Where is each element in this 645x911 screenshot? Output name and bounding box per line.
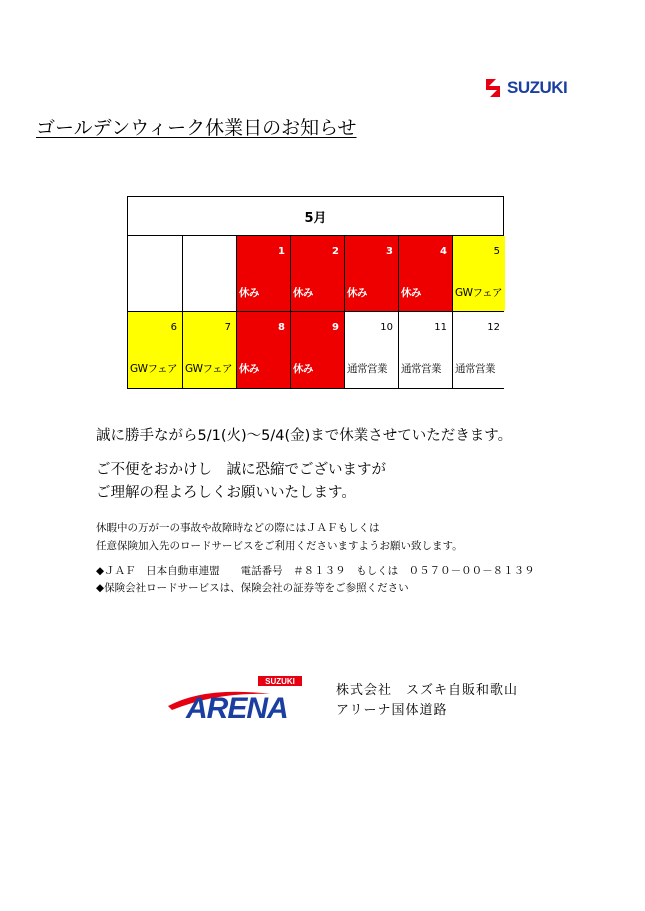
suzuki-wordmark: SUZUKI bbox=[507, 78, 568, 97]
day-number: 4 bbox=[440, 246, 447, 257]
calendar-day-cell bbox=[344, 236, 398, 311]
day-number: 10 bbox=[380, 322, 393, 333]
apology-line: ご理解の程よろしくお願いいたします。 bbox=[96, 485, 356, 501]
calendar-week-row bbox=[128, 311, 503, 388]
calendar-day-cell bbox=[398, 236, 452, 311]
day-number: 8 bbox=[278, 322, 285, 333]
suzuki-s-emblem-icon bbox=[482, 77, 504, 99]
calendar-day-cell bbox=[128, 312, 182, 388]
roadside-notice bbox=[96, 519, 463, 555]
day-number: 6 bbox=[170, 322, 177, 333]
day-status-label: 通常営業 bbox=[455, 363, 495, 375]
company-info bbox=[336, 681, 518, 721]
calendar-day-cell bbox=[344, 312, 398, 388]
store-name: アリーナ国体道路 bbox=[336, 703, 448, 718]
day-status-label: 休み bbox=[239, 287, 259, 299]
day-status-label: 休み bbox=[293, 363, 313, 375]
calendar-day-cell bbox=[236, 236, 290, 311]
page-title: ゴールデンウィーク休業日のお知らせ bbox=[36, 117, 357, 139]
notice-line: 休暇中の万が一の事故や故障時などの際にはＪＡＦもしくは bbox=[96, 522, 380, 534]
calendar-day-cell bbox=[182, 312, 236, 388]
day-status-label: 通常営業 bbox=[347, 363, 387, 375]
day-number: 1 bbox=[278, 246, 285, 257]
insurance-contact: ◆保険会社ロードサービスは、保険会社の証券等をご参照ください bbox=[96, 582, 409, 594]
apology-message bbox=[96, 459, 386, 505]
day-status-label: 休み bbox=[347, 287, 367, 299]
day-number: 7 bbox=[224, 322, 231, 333]
calendar-day-cell bbox=[452, 312, 505, 388]
arena-logo-main-text: ARENA bbox=[186, 692, 288, 722]
day-number: 12 bbox=[487, 322, 500, 333]
calendar-day-cell bbox=[236, 312, 290, 388]
company-name: 株式会社 スズキ自販和歌山 bbox=[336, 683, 519, 698]
suzuki-logo bbox=[482, 75, 590, 101]
day-status-label: 休み bbox=[401, 287, 421, 299]
day-status-label: GWフェア bbox=[130, 363, 177, 375]
arena-logo-top-text: SUZUKI bbox=[265, 677, 295, 686]
calendar-week-row bbox=[128, 236, 503, 311]
holiday-calendar bbox=[127, 196, 504, 389]
notice-line: 任意保険加入先のロードサービスをご利用くださいますようお願い致します。 bbox=[96, 540, 463, 552]
calendar-day-cell bbox=[182, 236, 236, 311]
jaf-contact: ◆ＪＡＦ 日本自動車連盟 電話番号 ＃８１３９ もしくは ０５７０－００－８１３９ bbox=[96, 565, 535, 577]
calendar-day-cell bbox=[452, 236, 505, 311]
calendar-month: 5月 bbox=[128, 197, 503, 236]
contact-info bbox=[96, 563, 535, 597]
closure-announcement: 誠に勝手ながら5/1(火)～5/4(金)まで休業させていただきます。 bbox=[96, 428, 513, 444]
day-status-label: 休み bbox=[293, 287, 313, 299]
day-number: 2 bbox=[332, 246, 339, 257]
day-number: 3 bbox=[386, 246, 393, 257]
day-status-label: GWフェア bbox=[185, 363, 232, 375]
day-status-label: 通常営業 bbox=[401, 363, 441, 375]
day-number: 5 bbox=[493, 246, 500, 257]
arena-logo bbox=[166, 676, 306, 722]
calendar-day-cell bbox=[290, 312, 344, 388]
apology-line: ご不便をおかけし 誠に恐縮でございますが bbox=[96, 462, 386, 478]
day-number: 9 bbox=[332, 322, 339, 333]
day-number: 11 bbox=[434, 322, 447, 333]
day-status-label: 休み bbox=[239, 363, 259, 375]
calendar-day-cell bbox=[398, 312, 452, 388]
calendar-day-cell bbox=[128, 236, 182, 311]
calendar-day-cell bbox=[290, 236, 344, 311]
day-status-label: GWフェア bbox=[455, 287, 502, 299]
